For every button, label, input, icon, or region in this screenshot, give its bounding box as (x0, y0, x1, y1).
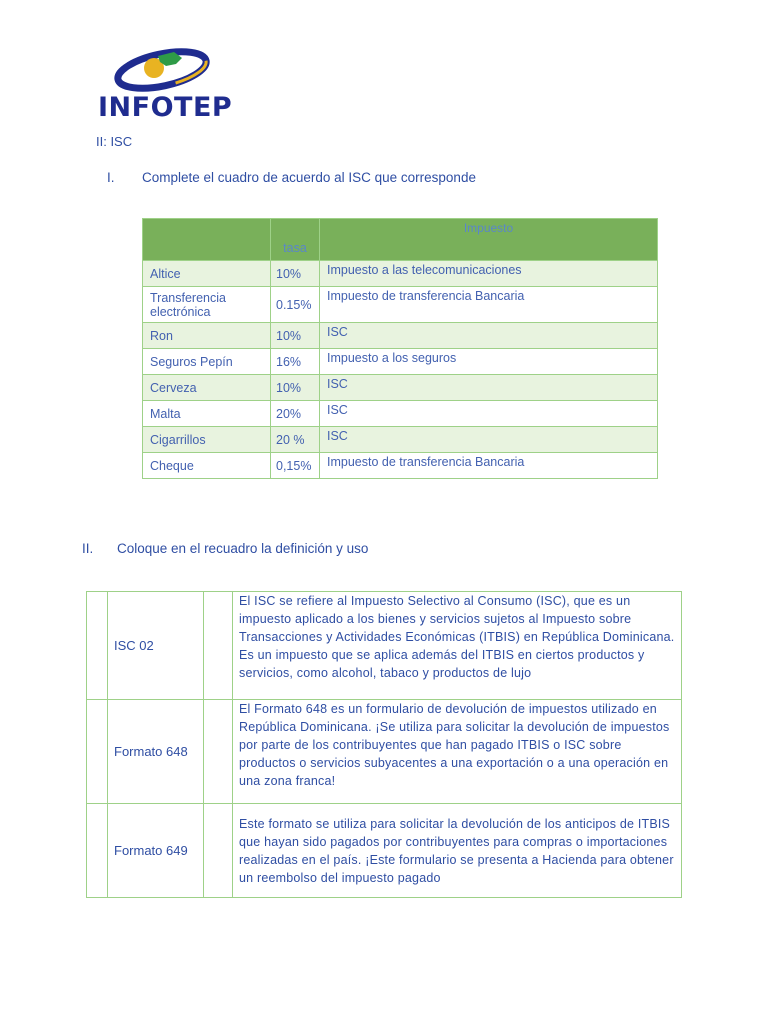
cell-tasa: 10% (271, 375, 320, 401)
part1-heading (107, 170, 476, 185)
section-label: II: ISC (96, 134, 133, 149)
logo-text: INFOTEP (98, 92, 233, 123)
table-row (143, 401, 658, 427)
part2-heading (82, 541, 368, 556)
table-row (143, 323, 658, 349)
cell-impuesto: ISC (320, 323, 658, 349)
cell-item: Cerveza (143, 375, 271, 401)
infotep-logo (96, 44, 236, 124)
cell-tasa: 0.15% (271, 287, 320, 323)
definition-cell: El Formato 648 es un formulario de devolución de impuestos utilizado en República Dominicana. ¡Se utiliza para solicitar la devolución de impuestos por parte de los contribuyentes que han pagado ITBIS o ISC sobre productos o servicios subyacentes a una exportación o a una operación en una zona franca! (233, 700, 682, 804)
table-row (143, 427, 658, 453)
table-row (143, 261, 658, 287)
cell-item: Seguros Pepín (143, 349, 271, 375)
term-cell: Formato 648 (108, 700, 204, 804)
table-row (143, 453, 658, 479)
cell-item: Malta (143, 401, 271, 427)
definition-row (87, 700, 682, 804)
empty-cell (87, 700, 108, 804)
cell-item: Altice (143, 261, 271, 287)
cell-tasa: 10% (271, 323, 320, 349)
term-cell: ISC 02 (108, 592, 204, 700)
cell-impuesto: ISC (320, 401, 658, 427)
table-header-row (143, 219, 658, 261)
part2-heading-text: Coloque en el recuadro la definición y uso (117, 541, 369, 556)
isc-rates-table (142, 218, 658, 479)
cell-impuesto: Impuesto de transferencia Bancaria (320, 453, 658, 479)
cell-impuesto: Impuesto a las telecomunicaciones (320, 261, 658, 287)
empty-cell (87, 592, 108, 700)
header-impuesto: Impuesto (320, 219, 658, 261)
cell-impuesto: ISC (320, 427, 658, 453)
cell-item: Cheque (143, 453, 271, 479)
empty-cell (87, 804, 108, 898)
part1-heading-text: Complete el cuadro de acuerdo al ISC que corresponde (142, 170, 476, 185)
cell-item: Cigarrillos (143, 427, 271, 453)
cell-tasa: 16% (271, 349, 320, 375)
definition-row (87, 804, 682, 898)
cell-tasa: 0,15% (271, 453, 320, 479)
cell-item: Ron (143, 323, 271, 349)
cell-impuesto: ISC (320, 375, 658, 401)
table-row (143, 375, 658, 401)
empty-cell (204, 804, 233, 898)
empty-cell (204, 592, 233, 700)
cell-tasa: 20 % (271, 427, 320, 453)
definitions-table (86, 591, 682, 898)
part2-number: II. (82, 541, 94, 556)
definition-cell: Este formato se utiliza para solicitar la devolución de los anticipos de ITBIS que hayan sido pagados por contribuyentes para compras o importaciones realizadas en el país. ¡Este formulario se presenta a Hacienda para obtener un reembolso del impuesto pagado (233, 804, 682, 898)
definition-cell: El ISC se refiere al Impuesto Selectivo al Consumo (ISC), que es un impuesto aplicado a los bienes y servicios sujetos al Impuesto sobre Transacciones y Actividades Económicas (ITBIS) en República Dominicana. Es un impuesto que se aplica además del ITBIS en ciertos productos y servicios, como alcohol, tabaco y productos de lujo (233, 592, 682, 700)
table-row (143, 287, 658, 323)
cell-impuesto: Impuesto de transferencia Bancaria (320, 287, 658, 323)
cell-tasa: 10% (271, 261, 320, 287)
header-tasa: tasa (271, 219, 320, 261)
cell-item: Transferencia electrónica (143, 287, 271, 323)
definition-row (87, 592, 682, 700)
term-cell: Formato 649 (108, 804, 204, 898)
table-row (143, 349, 658, 375)
part1-number: I. (107, 170, 115, 185)
cell-impuesto: Impuesto a los seguros (320, 349, 658, 375)
header-item (143, 219, 271, 261)
empty-cell (204, 700, 233, 804)
cell-tasa: 20% (271, 401, 320, 427)
